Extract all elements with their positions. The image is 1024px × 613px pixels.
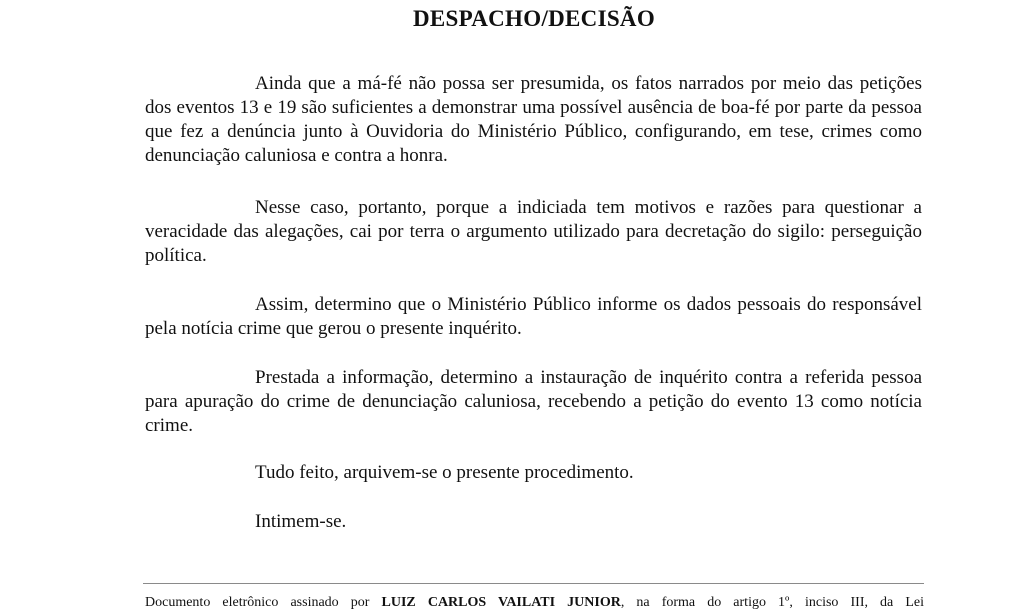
signature-prefix: Documento eletrônico assinado por [145, 595, 370, 610]
signature-suffix: , na forma do artigo 1º, inciso III, da Lei [620, 595, 925, 610]
paragraph-prestada-informacao: Prestada a informação, determino a instauração de inquérito contra a referida pessoa para apuração do crime de denunciação caluniosa, recebendo a petição do evento 13 como notícia crime. [145, 367, 922, 436]
paragraph-ma-fe: Ainda que a má-fé não possa ser presumida, os fatos narrados por meio das petições dos eventos 13 e 19 são suficientes a demonstrar uma possível ausência de boa-fé por parte da pessoa que fez a denúncia junto à Ouvidoria do Ministério Público, configurando, em tese, crimes como denunciação caluniosa e contra a honra. [145, 73, 922, 166]
footer-divider [143, 583, 924, 584]
paragraph-assim-determino: Assim, determino que o Ministério Público informe os dados pessoais do responsável pela notícia crime que gerou o presente inquérito. [145, 294, 922, 339]
paragraph-intimem-se: Intimem-se. [255, 511, 347, 532]
document-title: DESPACHO/DECISÃO [412, 6, 656, 31]
signer-name: LUIZ CARLOS VAILATI JUNIOR [381, 595, 621, 610]
signature-footer [145, 594, 924, 612]
paragraph-nesse-caso: Nesse caso, portanto, porque a indiciada tem motivos e razões para questionar a veracidade das alegações, cai por terra o argumento utilizado para decretação do sigilo: perseguição política. [145, 197, 922, 266]
paragraph-arquivem-se: Tudo feito, arquivem-se o presente procedimento. [255, 462, 634, 483]
